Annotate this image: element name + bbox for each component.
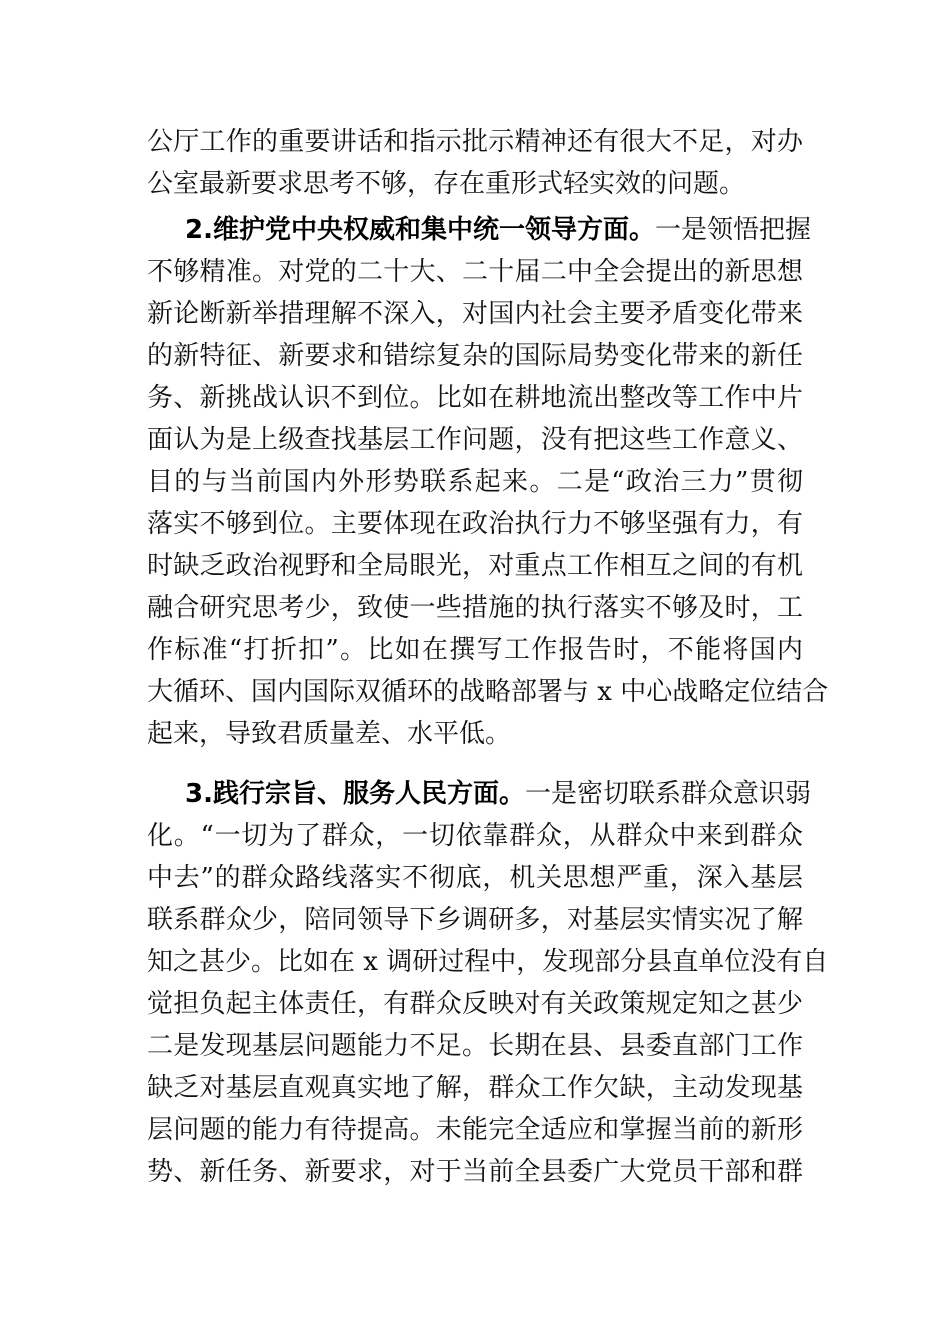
paragraph-2-line: 起来，导致君质量差、水平低。 <box>147 719 512 749</box>
paragraph-1-line-2: 公室最新要求思考不够，存在重形式轻实效的问题。 <box>147 169 746 199</box>
paragraph-3-line: 联系群众少，陪同领导下乡调研多，对基层实情实况了解 <box>147 905 803 935</box>
paragraph-2-line: 作标准“打折扣”。比如在撰写工作报告时，不能将国内 <box>147 635 803 665</box>
paragraph-2-line: 新论断新举措理解不深入，对国内社会主要矛盾变化带来 <box>147 299 803 329</box>
paragraph-2-line: 务、新挑战认识不到位。比如在耕地流出整改等工作中片 <box>147 383 803 413</box>
paragraph-2-first-line-rest: 一是领悟把握 <box>654 215 811 245</box>
paragraph-2-heading: 2.维护党中央权威和集中统一领导方面。 <box>185 215 655 245</box>
paragraph-3-line: 知之甚少。比如在 x 调研过程中，发现部分县直单位没有自 <box>147 947 829 977</box>
paragraph-2-line: 不够精准。对党的二十大、二十届二中全会提出的新思想 <box>147 257 803 287</box>
paragraph-2-line: 面认为是上级查找基层工作问题，没有把这些工作意义、 <box>147 425 803 455</box>
paragraph-3-line: 层问题的能力有待提高。未能完全适应和掌握当前的新形 <box>147 1115 803 1145</box>
paragraph-3-heading: 3.践行宗旨、服务人民方面。 <box>185 779 525 809</box>
paragraph-2-line: 的新特征、新要求和错综复杂的国际局势变化带来的新任 <box>147 341 803 371</box>
paragraph-3-line: 二是发现基层问题能力不足。长期在县、县委直部门工作 <box>147 1031 803 1061</box>
paragraph-3-line: 中去”的群众路线落实不彻底，机关思想严重，深入基层 <box>147 863 803 893</box>
paragraph-2-first-line <box>185 210 811 250</box>
paragraph-3-line: 势、新任务、新要求，对于当前全县委广大党员干部和群 <box>147 1157 803 1187</box>
paragraph-2-line: 大循环、国内国际双循环的战略部署与 x 中心战略定位结合 <box>147 677 829 707</box>
paragraph-2-line: 融合研究思考少，致使一些措施的执行落实不够及时，工 <box>147 593 803 623</box>
paragraph-3-line: 缺乏对基层直观真实地了解，群众工作欠缺，主动发现基 <box>147 1073 803 1103</box>
paragraph-2-line: 目的与当前国内外形势联系起来。二是“政治三力”贯彻 <box>147 467 803 497</box>
paragraph-3-first-line-rest: 一是密切联系群众意识弱 <box>524 779 811 809</box>
paragraph-2-line: 落实不够到位。主要体现在政治执行力不够坚强有力，有 <box>147 509 803 539</box>
paragraph-3-line: 化。“一切为了群众，一切依靠群众，从群众中来到群众 <box>147 821 803 851</box>
paragraph-3-first-line <box>185 774 811 814</box>
paragraph-2-line: 时缺乏政治视野和全局眼光，对重点工作相互之间的有机 <box>147 551 803 581</box>
paragraph-1-line-1: 公厅工作的重要讲话和指示批示精神还有很大不足，对办 <box>147 127 803 157</box>
paragraph-3-line: 觉担负起主体责任，有群众反映对有关政策规定知之甚少 <box>147 989 803 1019</box>
